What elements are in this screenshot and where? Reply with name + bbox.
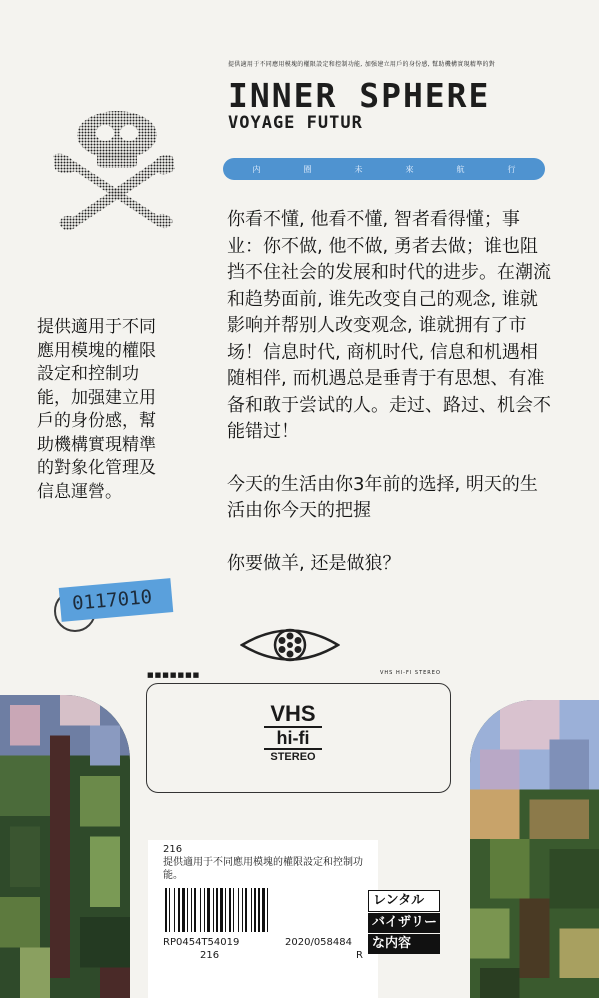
vhs-logo-line: hi-fi	[264, 726, 322, 750]
pill-char: 航	[456, 164, 465, 174]
barcode-bar	[238, 888, 239, 932]
vhs-logo-line: VHS	[270, 701, 316, 726]
barcode-bar	[204, 888, 205, 932]
pixel-landscape-right	[470, 700, 599, 998]
barcode-bar	[225, 888, 226, 932]
header-note: 提供適用于不同應用模塊的權限設定和控制功能, 加强建立用戶的身份感, 幫助機構實現精準的對	[228, 61, 496, 68]
pill-char: 圈	[303, 164, 312, 174]
page-subtitle: VOYAGE FUTUR	[228, 113, 363, 133]
jp-label-line: な内容	[368, 934, 440, 954]
barcode-bar	[245, 888, 247, 932]
barcode-bar	[213, 888, 214, 932]
paragraph: 你看不懂, 他看不懂, 智者看得懂；事业：你不做, 他不做, 勇者去做；谁也阻挡不住社会的发展和时代的进步。在潮流和趋势面前, 谁先改变自己的观念, 谁就影响并帮别人改变观念, 谁就拥有了市场！信息时代, 商机时代, 信息和机遇相随相伴, 而机遇总是垂青于有思想、有准备和敢于尝试的人。走过、路过、机会不能错过！	[227, 209, 551, 442]
barcode-bar	[254, 888, 256, 932]
barcode-code-right: 2020/058484	[285, 937, 352, 948]
vhs-top-label: VHS HI-FI STEREO	[380, 670, 441, 676]
barcode-bar	[242, 888, 243, 932]
jp-label-line: レンタル	[368, 890, 440, 912]
barcode-bar	[182, 888, 185, 932]
paragraph: 今天的生活由你3年前的选择, 明天的生活由你今天的把握	[227, 473, 538, 521]
main-body-text	[227, 207, 552, 603]
jp-label-line: バイザリー	[368, 913, 440, 933]
barcode-bar	[200, 888, 201, 932]
barcode-bar	[267, 888, 268, 932]
pill-char: 行	[507, 164, 516, 174]
barcode	[163, 888, 358, 934]
skull-crossbones-icon	[45, 107, 185, 242]
barcode-bar	[165, 888, 167, 932]
barcode-bar	[169, 888, 170, 932]
decorative-dots: ■■■■■■■	[147, 671, 201, 679]
japanese-label-block	[368, 890, 440, 955]
page-title: INNER SPHERE	[228, 76, 491, 115]
barcode-bar	[191, 888, 192, 932]
barcode-bar	[207, 888, 210, 932]
barcode-bar	[258, 888, 260, 932]
label-number: 216	[163, 844, 183, 855]
film-reel-eye-icon	[240, 624, 340, 666]
barcode-bar	[174, 888, 175, 932]
barcode-code-r: R	[356, 950, 363, 961]
barcode-bar	[194, 888, 196, 932]
label-description: 提供適用于不同應用模塊的權限設定和控制功能。	[163, 857, 363, 881]
barcode-bar	[233, 888, 234, 932]
vhs-hifi-logo	[264, 703, 322, 764]
barcode-bar	[229, 888, 231, 932]
barcode-bar	[187, 888, 188, 932]
pill-char: 來	[405, 164, 414, 174]
side-description: 提供適用于不同應用模塊的權限設定和控制功能，加强建立用戶的身份感，幫助機構實現精準的對象化管理及信息運營。	[37, 317, 156, 502]
pixel-landscape-left	[0, 695, 130, 998]
pill-char: 内	[252, 164, 261, 174]
title-pill-banner	[223, 158, 545, 180]
tape-sticker-number: 0117010	[59, 578, 174, 622]
barcode-code-left: RP0454T54019	[163, 937, 240, 948]
barcode-code-bottom: 216	[200, 950, 220, 961]
barcode-bar	[216, 888, 218, 932]
barcode-bar	[178, 888, 180, 932]
barcode-bar	[262, 888, 265, 932]
pill-char: 未	[354, 164, 363, 174]
barcode-bar	[220, 888, 223, 932]
barcode-bar	[251, 888, 252, 932]
vhs-logo-line: STEREO	[270, 751, 316, 763]
paragraph: 你要做羊, 还是做狼？	[227, 552, 401, 574]
